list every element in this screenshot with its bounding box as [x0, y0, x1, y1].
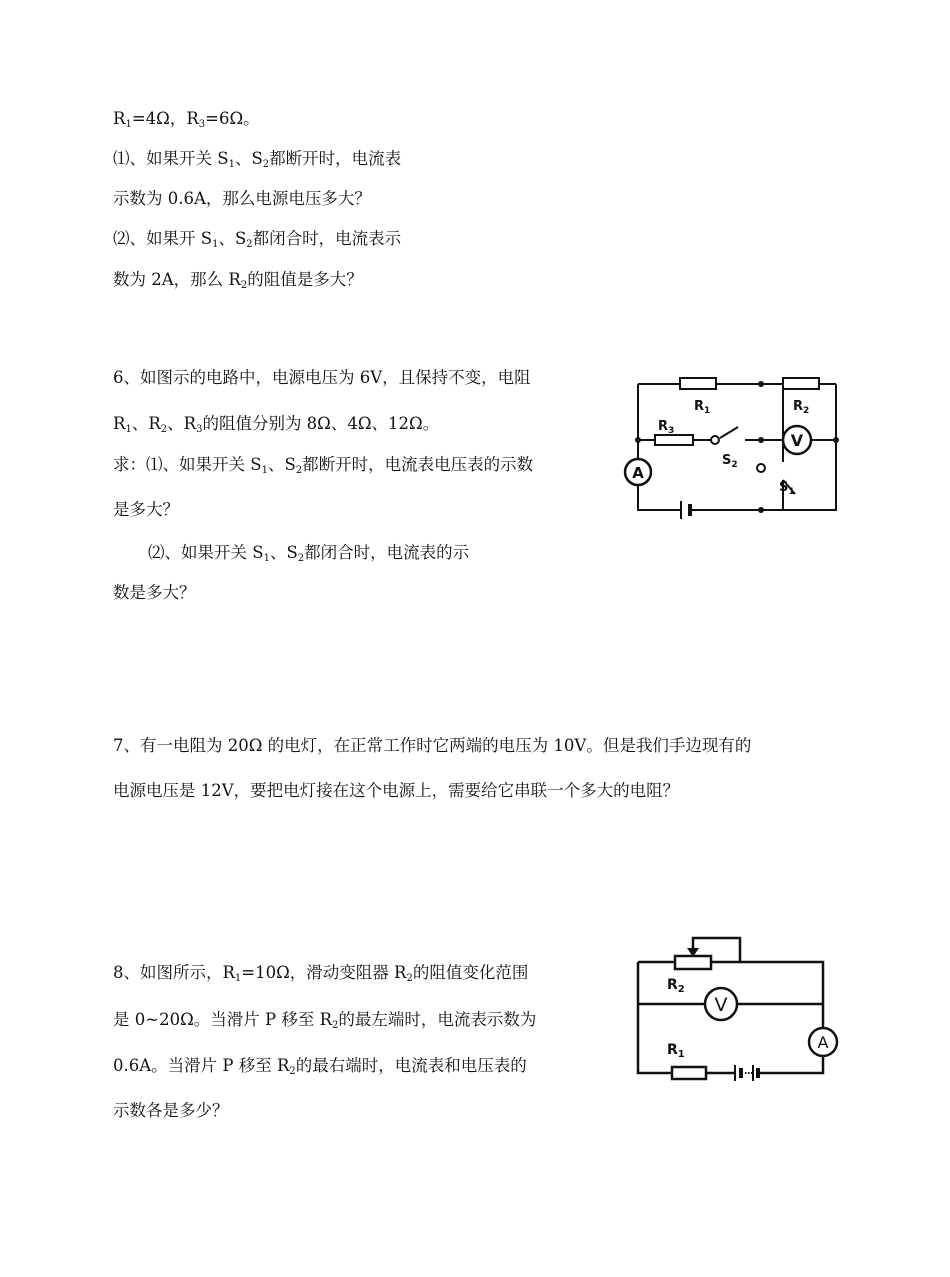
ammeter-label: A	[817, 1033, 829, 1052]
p6-line-1: 6、如图示的电路中，电源电压为 6V，且保持不变，电阻	[113, 368, 531, 387]
label-r1: $R_1$	[667, 1042, 685, 1060]
label-r1: $R_1$	[694, 399, 711, 416]
p5-line-5: 数为 2A，那么 $R_2$的阻值是多大？	[113, 270, 363, 291]
resistor-r1	[680, 378, 716, 389]
p5-line-1: $R_1=4\Omega$，$R_3=6\Omega$。	[113, 109, 260, 130]
label-s2: $S_2$	[722, 453, 738, 470]
p6-line-4: 是多大？	[113, 500, 179, 519]
voltmeter-label: V	[790, 431, 804, 450]
resistor-r1	[672, 1067, 706, 1079]
p6-line-5: ⑵、如果开关 $S_1$、$S_2$都闭合时，电流表的示	[148, 543, 470, 564]
switch-s2-contact	[711, 436, 719, 444]
resistor-r3	[655, 435, 693, 445]
p8-line-4: 示数各是多少？	[113, 1101, 229, 1120]
junction-dot	[758, 381, 764, 387]
p5-line-3: 示数为 0.6A，那么电源电压多大？	[113, 189, 371, 208]
rheostat-r2	[675, 956, 711, 969]
label-r2: $R_2$	[793, 399, 810, 416]
junction-dot	[635, 437, 641, 443]
label-r2: $R_2$	[667, 977, 685, 995]
p5-line-4: ⑵、如果开 $S_1$、$S_2$都闭合时，电流表示	[113, 229, 402, 250]
wire-top-right	[740, 962, 823, 1032]
p8-line-3: 0.6A。当滑片 P 移至 $R_2$的最右端时，电流表和电压表的	[113, 1056, 527, 1077]
label-s1: $S_1$	[779, 480, 795, 497]
voltmeter-label: V	[714, 994, 728, 1016]
p7-line-2: 电源电压是 12V，要把电灯接在这个电源上，需要给它串联一个多大的电阻？	[113, 781, 680, 800]
junction-dot	[758, 437, 764, 443]
p5-line-2: ⑴、如果开关 $S_1$、$S_2$都断开时，电流表	[113, 149, 402, 170]
wire-bottom	[706, 1055, 823, 1073]
circuit-diagram-8	[625, 930, 850, 1085]
junction-dot	[758, 507, 764, 513]
ammeter-label: A	[632, 464, 644, 482]
p6-line-3: 求：⑴、如果开关 $S_1$、$S_2$都断开时，电流表电压表的示数	[113, 455, 534, 476]
resistor-r2	[783, 378, 819, 389]
switch-s1-contact	[757, 464, 765, 472]
junction-dot	[833, 437, 839, 443]
p6-line-2: $R_1$、$R_2$、$R_3$的阻值分别为 8Ω、4Ω、12Ω。	[113, 414, 440, 435]
p8-line-1: 8、如图所示，$R_1=10\Omega$，滑动变阻器 $R_2$的阻值变化范围	[113, 963, 529, 984]
p7-line-1: 7、有一电阻为 20Ω 的电灯，在正常工作时它两端的电压为 10V。但是我们手边现有的	[113, 736, 752, 755]
p8-line-2: 是 0~20Ω。当滑片 P 移至 $R_2$的最左端时，电流表示数为	[113, 1010, 537, 1031]
circuit-diagram-6	[615, 370, 855, 525]
p6-line-6: 数是多大？	[113, 583, 196, 602]
label-r3: $R_3$	[658, 419, 675, 436]
